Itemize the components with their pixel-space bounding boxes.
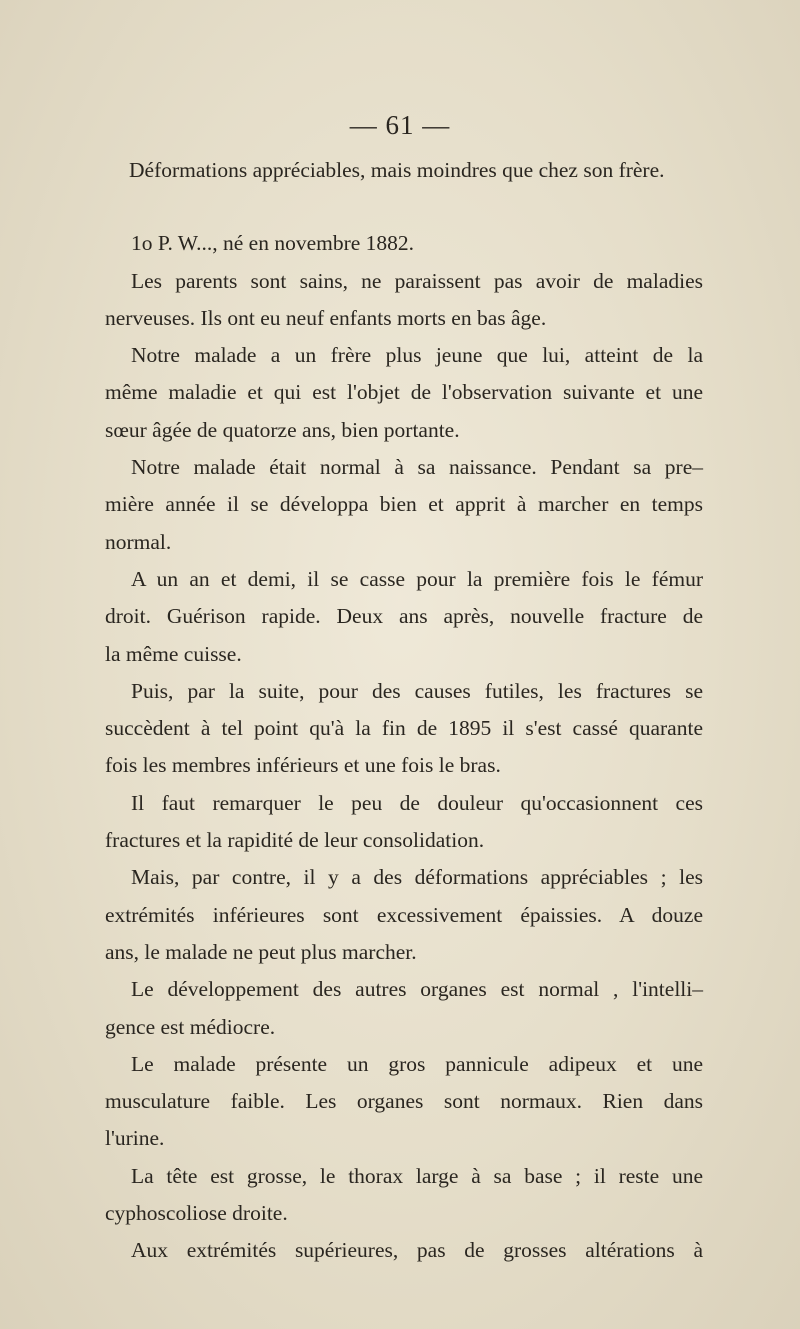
text-line: même maladie et qui est l'objet de l'observation suivante et une — [105, 380, 703, 405]
text-line: gence est médiocre. — [105, 1014, 276, 1039]
text-line: Les parents sont sains, ne paraissent pas avoir de maladies — [131, 268, 703, 293]
text-line: fois les membres inférieurs et une fois le bras. — [105, 753, 501, 778]
text-line: mière année il se développa bien et apprit à marcher en temps — [105, 492, 703, 517]
text-line: normal. — [105, 529, 172, 554]
text-line: sœur âgée de quatorze ans, bien portante. — [105, 417, 460, 442]
body-text — [105, 152, 703, 1270]
text-line: Notre malade a un frère plus jeune que lui, atteint de la — [131, 343, 703, 368]
text-line: Déformations appréciables, mais moindres que chez son frère. — [129, 158, 665, 182]
text-line: musculature faible. Les organes sont normaux. Rien dans — [105, 1089, 703, 1114]
text-line: l'urine. — [105, 1126, 165, 1151]
text-line: fractures et la rapidité de leur consolidation. — [105, 828, 485, 853]
text-line: Il faut remarquer le peu de douleur qu'occasionnent ces — [131, 790, 703, 815]
text-line: droit. Guérison rapide. Deux ans après, nouvelle fracture de — [105, 604, 703, 629]
text-line: Le développement des autres organes est normal , l'intelli– — [131, 977, 703, 1002]
text-line: Aux extrémités supérieures, pas de grosses altérations à — [131, 1238, 703, 1263]
text-line: Notre malade était normal à sa naissance. Pendant sa pre– — [131, 455, 703, 480]
text-line: Mais, par contre, il y a des déformations appréciables ; les — [131, 865, 703, 890]
text-line: extrémités inférieures sont excessivement épaissies. A douze — [105, 902, 703, 927]
text-line: cyphoscoliose droite. — [105, 1201, 288, 1226]
text-line: ans, le malade ne peut plus marcher. — [105, 939, 417, 964]
paragraph-gap — [105, 189, 703, 225]
page-number: — 61 — — [349, 110, 451, 140]
text-line: Puis, par la suite, pour des causes futiles, les fractures se — [131, 678, 703, 703]
text-line: A un an et demi, il se casse pour la première fois le fémur — [131, 566, 703, 591]
text-line: la même cuisse. — [105, 641, 242, 666]
text-line: Le malade présente un gros pannicule adipeux et une — [131, 1051, 703, 1076]
text-line: 1o P. W..., né en novembre 1882. — [131, 231, 415, 256]
text-line: succèdent à tel point qu'à la fin de 1895 il s'est cassé quarante — [105, 716, 703, 741]
text-line: nerveuses. Ils ont eu neuf enfants morts en bas âge. — [105, 305, 547, 330]
text-line: La tête est grosse, le thorax large à sa base ; il reste une — [131, 1163, 703, 1188]
